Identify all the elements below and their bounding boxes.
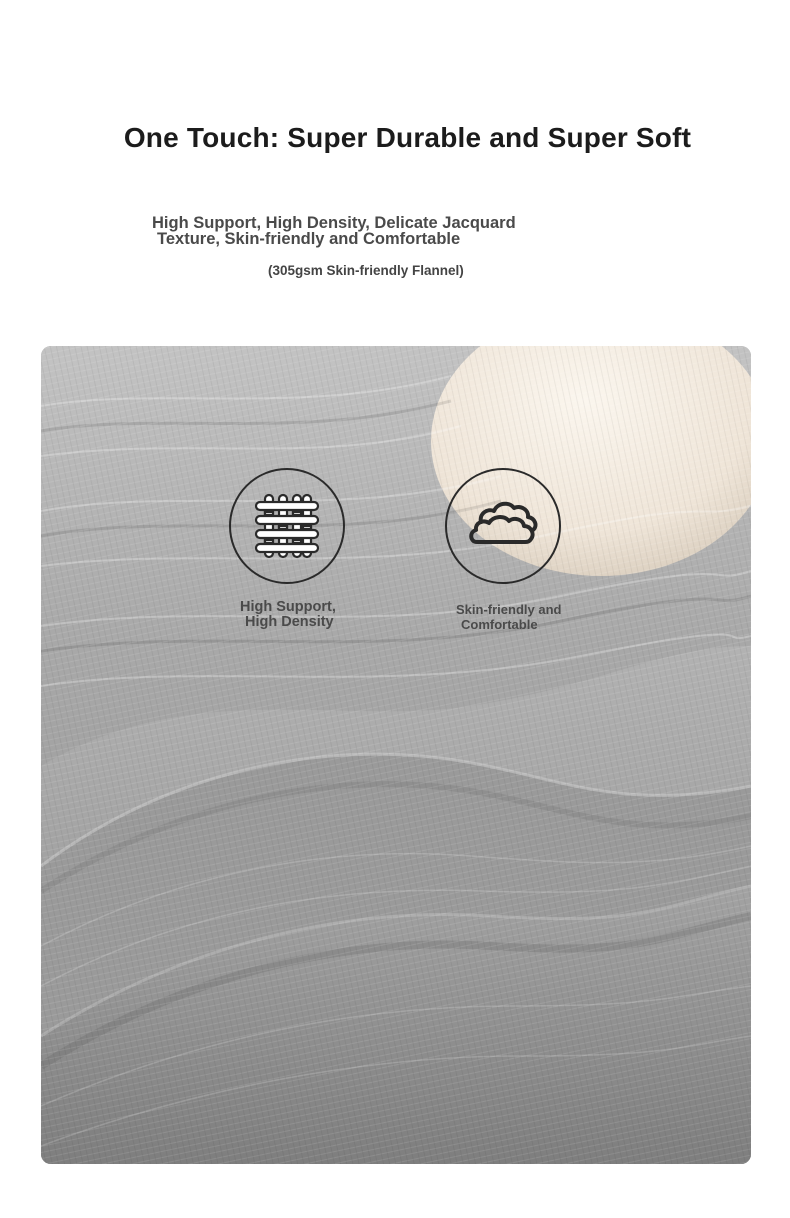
feature-label-support-line-2: High Density [245,614,334,630]
feature-label-comfort-line-1: Skin-friendly and [456,602,562,617]
cloud-icon [445,468,561,584]
fabric-photo-illustration [41,346,751,1164]
cloud-icon-graphic [447,470,559,582]
feature-label-support [240,600,336,630]
feature-label-comfort [456,602,561,632]
fabric-photo [41,346,751,1164]
weave-icon [229,468,345,584]
weave-icon-graphic [231,470,343,582]
subtitle-line-1: High Support, High Density, Delicate Jacquard [152,214,516,232]
feature-label-support-line-1: High Support, [240,599,336,615]
subtitle [152,215,592,247]
feature-label-comfort-line-2: Comfortable [461,617,538,632]
page-title: One Touch: Super Durable and Super Soft [123,122,692,153]
fabric-note: (305gsm Skin-friendly Flannel) [268,263,464,278]
subtitle-line-2: Texture, Skin-friendly and Comfortable [157,230,461,248]
